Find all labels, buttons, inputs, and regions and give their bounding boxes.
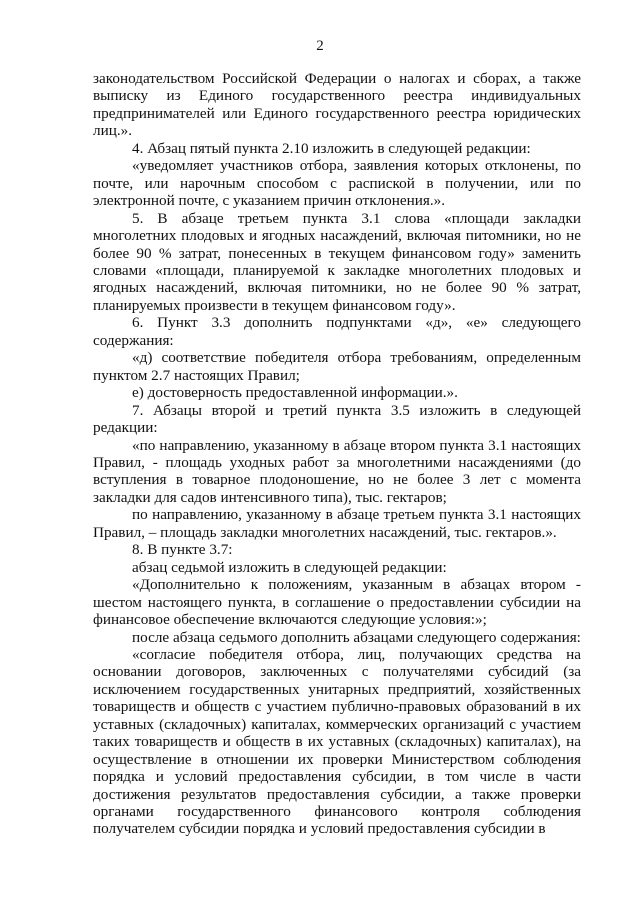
paragraph-continuation: законодательством Российской Федерации о налогах и сборах, а также выписку из Единого государственного реестра индивидуальных предпринимателей или Единого государственного реестра юридических лиц.». — [93, 70, 581, 140]
paragraph-item-8-b-text: «согласие победителя отбора, лиц, получающих средства на основании договоров, заключенных с получателями субсидий (за исключением государственных унитарных предприятий, хозяйственных товариществ и обществ с участием публично-правовых образований в их уставных (складочных) капиталах, коммерческих организаций с участием таких товариществ и обществ в их уставных (складочных) капиталах), на осуществление в отношении их проверки Министерством соблюдения порядка и условий предоставления субсидии, в том числе в части достижения результатов предоставления субсидии, а также проверки органами государственного финансового контроля соблюдения получателем субсидии порядка и условий предоставления субсидии в — [93, 645, 581, 838]
paragraph-item-8-a-text: «Дополнительно к положениям, указанным в абзацах втором - шестом настоящего пункта, в соглашение о предоставлении субсидии на финансовое обеспечение включаются следующие условия:»; — [93, 576, 581, 629]
paragraph-item-6-e: е) достоверность предоставленной информации.». — [132, 384, 458, 402]
paragraph-item-7-second: по направлению, указанному в абзаце третьем пункта 3.1 настоящих Правил, – площадь закладки многолетних насаждений, тыс. гектаров.». — [93, 506, 581, 541]
paragraph-item-7-first: «по направлению, указанному в абзаце втором пункта 3.1 настоящих Правил, - площадь уходных работ за многолетними насаждениями (до вступления в товарное плодоношение, но не более 3 лет с момента закладки для садов интенсивного типа), тыс. гектаров; — [93, 436, 581, 506]
paragraph-item-8: 8. В пункте 3.7: — [132, 541, 233, 559]
paragraph-item-4: 4. Абзац пятый пункта 2.10 изложить в следующей редакции: — [132, 139, 531, 157]
page-number: 2 — [316, 38, 324, 54]
paragraph-item-8-a: абзац седьмой изложить в следующей редакции: — [132, 558, 447, 576]
paragraph-item-7: 7. Абзацы второй и третий пункта 3.5 изложить в следующей редакции: — [93, 401, 581, 437]
paragraph-item-8-b: после абзаца седьмого дополнить абзацами следующего содержания: — [132, 628, 581, 646]
paragraph-item-6: 6. Пункт 3.3 дополнить подпунктами «д», «е» следующего содержания: — [93, 314, 581, 349]
document-body — [93, 70, 581, 838]
paragraph-item-5: 5. В абзаце третьем пункта 3.1 слова «площади закладки многолетних плодовых и ягодных насаждений, включая питомники, но не более 90 % затрат, понесенных в текущем финансовом году» заменить словами «площади, планируемой к закладке многолетних плодовых и ягодных насаждений, включая питомники, но не более 90 % затрат, планируемых произвести в текущем финансовом году». — [93, 209, 581, 314]
paragraph-item-6-d: «д) соответствие победителя отбора требованиям, определенным пунктом 2.7 настоящих Правил; — [93, 349, 581, 384]
paragraph-item-4-text: «уведомляет участников отбора, заявления которых отклонены, по почте, или нарочным способом с распиской в получении, или по электронной почте, с указанием причин отклонения.». — [93, 157, 581, 210]
